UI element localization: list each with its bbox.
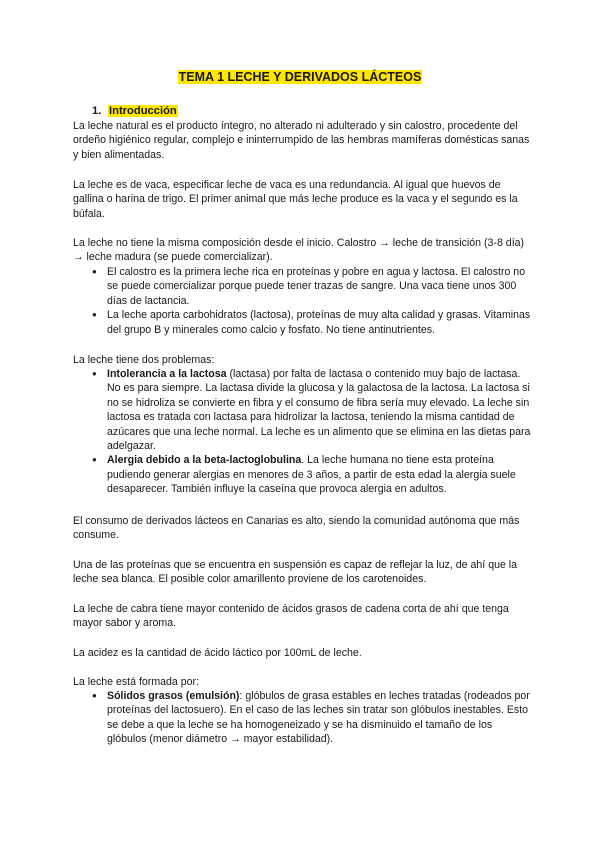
list-item: ● El calostro es la primera leche rica en proteínas y pobre en agua y lactosa. El calostro no se puede comercializar porque puede tener trazas de sangre. Una vaca tiene unos 300 días de lactancia. bbox=[92, 265, 534, 308]
paragraph-color: Una de las proteínas que se encuentra en suspensión es capaz de reflejar la luz, de ahí que la leche sea blanca. El posible color amarillento proviene de los carotenoides. bbox=[73, 559, 518, 586]
paragraph-definition: La leche natural es el producto íntegro, no alterado ni adulterado y sin calostro, procedente del ordeño higiénico regular, complejo e ininterrumpido de las hembras mamíferas domésticas sanas y bien alimentadas. bbox=[73, 120, 530, 161]
section-title: Introducción bbox=[109, 105, 177, 117]
section-heading bbox=[92, 104, 178, 118]
list-item-text: : glóbulos de grasa estables en leches tratadas (rodeados por proteínas del lactosuero). En el caso de las leches sin tratar son glóbulos inestables. Esto se debe a que la leche se ha homogeneizado y se ha disminuido el tamaño de los glóbulos (menor diámetro → mayor estabilidad). bbox=[107, 690, 530, 746]
list-item: ● La leche aporta carbohidratos (lactosa), proteínas de muy alta calidad y grasas. Vitaminas del grupo B y minerales como calcio y fosfato. No tiene antinutrientes. bbox=[92, 308, 534, 337]
list-item-text: . La leche humana no tiene esta proteína pudiendo generar alergias en menores de 3 años, a partir de esta edad la alergia suele desaparecer. También influye la caseína que provoca alergia en adultos. bbox=[107, 454, 516, 496]
paragraph-vaca: La leche es de vaca, especificar leche de vaca es una redundancia. Al igual que huevos de gallina o harina de trigo. El primer animal que más leche produce es la vaca y el segundo es la búfala. bbox=[73, 179, 518, 220]
list-item-bold: Sólidos grasos (emulsión) bbox=[107, 690, 240, 702]
paragraph-problemas: La leche tiene dos problemas: bbox=[73, 354, 215, 366]
paragraph-composicion: La leche no tiene la misma composición desde el inicio. Calostro → leche de transición (3-8 día) → leche madura (se puede comercializar). bbox=[73, 237, 525, 264]
list-item-bold: Intolerancia a la lactosa bbox=[107, 368, 227, 380]
paragraph-cabra: La leche de cabra tiene mayor contenido de ácidos grasos de cadena corta de ahí que tenga mayor sabor y aroma. bbox=[73, 603, 509, 630]
list-item bbox=[92, 689, 534, 747]
paragraph-canarias: El consumo de derivados lácteos en Canarias es alto, siendo la comunidad autónoma que más consume. bbox=[73, 515, 520, 542]
list-item bbox=[92, 367, 534, 453]
paragraph-acidez: La acidez es la cantidad de ácido láctico por 100mL de leche. bbox=[73, 647, 362, 659]
list-item bbox=[92, 453, 534, 496]
document-title: TEMA 1 LECHE Y DERIVADOS LÁCTEOS bbox=[178, 70, 422, 84]
bullet-list-composicion bbox=[92, 265, 534, 337]
list-item-text: (lactasa) por falta de lactasa o contenido muy bajo de lactasa. No es para siempre. La lactasa divide la glucosa y la galactosa de la lactosa. La lactosa si no se hidroliza se convierte en fibra y el consumo de fibra sería muy elevado. La leche sin lactosa es tratada con lactasa para hidrolizar la lactosa, teniendo la misma cantidad de azúcares que una leche normal. La leche es un alimento que se elimina en las dietas para adelgazar. bbox=[107, 368, 531, 453]
bullet-list-problemas bbox=[92, 367, 534, 497]
bullet-list-componentes bbox=[92, 689, 534, 747]
section-number: 1. bbox=[92, 105, 102, 117]
list-item-bold: Alergia debido a la beta-lactoglobulina bbox=[107, 454, 302, 467]
paragraph-formada: La leche está formada por: bbox=[73, 676, 200, 688]
